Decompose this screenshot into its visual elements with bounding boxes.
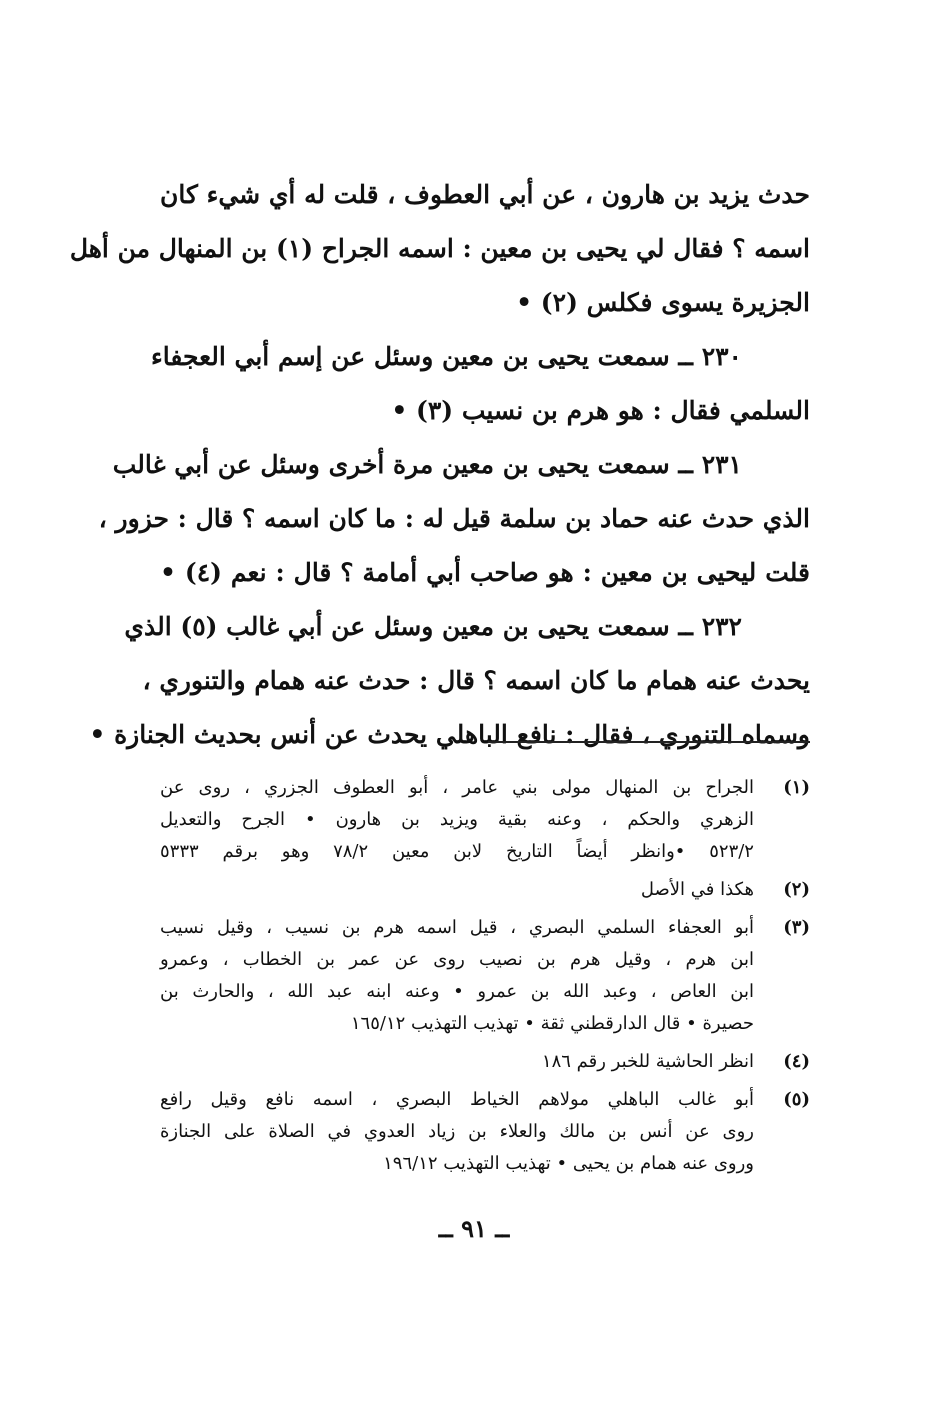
- footnote-line: أبو غالب الباهلي مولاهم الخياط البصري ، اسمه نافع وقيل رافع: [160, 1089, 754, 1110]
- footnote-number: (٢): [783, 879, 810, 900]
- footnote-line: ابن هرم ، وقيل هرم بن نصيب روى عن عمر بن الخطاب ، وعمرو: [160, 949, 754, 970]
- main-text-line: ٢٣١ ــ سمعت يحيى بن معين مرة أخرى وسئل عن أبي غالب: [112, 450, 742, 479]
- main-text-line: قلت ليحيى بن معين : هو صاحب أبي أمامة ؟ قال : نعم (٤) •: [160, 558, 810, 587]
- footnote-line: الجراح بن المنهال مولى بني عامر ، أبو العطوف الجزري ، روى عن: [160, 777, 754, 798]
- footnote-body: [160, 1046, 754, 1078]
- footnote-number: (٣): [783, 917, 810, 938]
- footnote-divider: [488, 741, 810, 743]
- footnotes-section: [160, 772, 810, 1186]
- main-text-line: الذي حدث عنه حماد بن سلمة قيل له : ما كان اسمه ؟ قال : حزور ،: [98, 504, 810, 533]
- footnote-line: ابن العاص ، وعبد الله بن عمرو • وعنه ابنه عبد الله ، والحارث بن: [160, 981, 754, 1002]
- footnote-line: أبو العجفاء السلمي البصري ، قيل اسمه هرم بن نسيب ، وقيل نسيب: [160, 917, 754, 938]
- main-text-line: حدث يزيد بن هارون ، عن أبي العطوف ، قلت له أي شيء كان: [160, 180, 810, 209]
- footnote-line: وروى عنه همام بن يحيى • تهذيب التهذيب ١٩٦/١٢: [383, 1153, 754, 1174]
- footnote-body: [160, 1084, 754, 1180]
- footnote: [160, 772, 810, 868]
- main-text-line: يحدث عنه همام ما كان اسمه ؟ قال : حدث عنه همام والتنوري ،: [142, 666, 810, 695]
- footnote-body: [160, 772, 754, 868]
- footnote-line: روى عن أنس بن مالك والعلاء بن زياد العدوي في الصلاة على الجنازة: [160, 1121, 754, 1142]
- main-text-block: [69, 168, 810, 762]
- footnote-line: هكذا في الأصل: [640, 879, 754, 900]
- footnote-number: (٤): [783, 1051, 810, 1072]
- page-number: ــ ٩١ ــ: [438, 1214, 510, 1243]
- footnote: [160, 912, 810, 1040]
- main-text-line: ٢٣٠ ــ سمعت يحيى بن معين وسئل عن إسم أبي العجفاء: [151, 342, 742, 371]
- footnote: [160, 1046, 810, 1078]
- footnote-line: ٥٢٣/٢ •وانظر أيضاً التاريخ لابن معين ٧٨/٢ وهو برقم ٥٣٣٣: [160, 841, 754, 862]
- footnote-number: (٥): [783, 1089, 810, 1110]
- footnote-line: حصيرة • قال الدارقطني ثقة • تهذيب التهذيب ١٦٥/١٢: [350, 1013, 754, 1034]
- main-text-line: وسماه التنوري ، فقال : نافع الباهلي يحدث عن أنس بحديث الجنازة •: [89, 720, 810, 749]
- footnote-line: انظر الحاشية للخبر رقم ١٨٦: [541, 1051, 754, 1072]
- footnote-body: [160, 912, 754, 1040]
- main-text-line: السلمي فقال : هو هرم بن نسيب (٣) •: [391, 396, 810, 425]
- footnote-number: (١): [783, 777, 810, 798]
- footnote: [160, 1084, 810, 1180]
- main-text-line: ٢٣٢ ــ سمعت يحيى بن معين وسئل عن أبي غالب (٥) الذي: [124, 612, 742, 641]
- footnote-line: الزهري والحكم ، وعنه بقية ويزيد بن هارون • الجرح والتعديل: [160, 809, 754, 830]
- footnote-body: [160, 874, 754, 906]
- main-text-line: الجزيرة يسوى فكلس (٢) •: [516, 288, 810, 317]
- footnote: [160, 874, 810, 906]
- main-text-line: اسمه ؟ فقال لي يحيى بن معين : اسمه الجراح (١) بن المنهال من أهل: [69, 234, 810, 263]
